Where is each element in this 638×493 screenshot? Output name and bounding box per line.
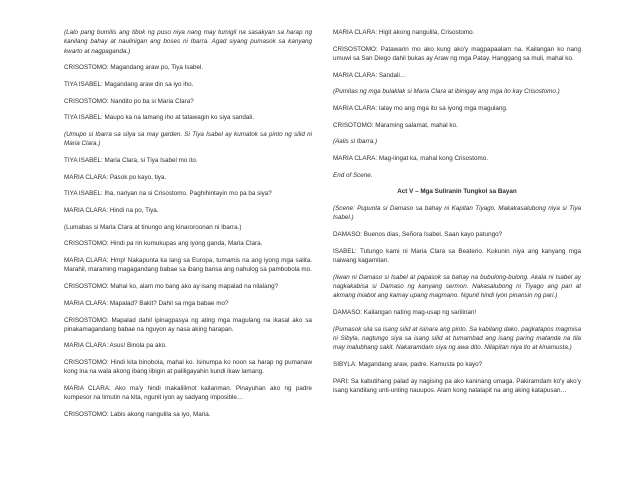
dialogue-line: MARIA CLARA: Sandali… — [333, 71, 407, 79]
stage-direction: (Umupo si Ibarra sa silya sa may garden. Si Tiya Isabel ay kumatok sa pinto ng silid ni Maria Clara.) — [64, 131, 312, 148]
dialogue-line: ISABEL: Tutungo kami ni Maria Clara sa Beaterio. Kukunin niya ang kanyang mga naiwang kagamitan. — [333, 247, 581, 265]
scene-description: (Scene: Pupunta si Damaso sa bahay ni Kapitan Tiyago. Makakasalubong niya si Tiya Isabel.) — [333, 205, 581, 222]
dialogue-line: MARIA CLARA: Ako ma'y hindi makalilimot kailanman. Pinayuhan ako ng padre kumpesor na limutin na kita, ngunit iyon ay sadyang imposible… — [64, 385, 312, 402]
dialogue-line: PARI: Sa kabutihang palad ay nagising pa ako kaninang umaga. Pakiramdam ko'y ako'y isang kandilang unti-unting nauupos. Alam kong nalalapit na ang aking katapusan… — [333, 377, 581, 395]
stage-direction: (Pumitas ng mga bulaklak si Maria Clara at ibinigay ang mga ito kay Crisostomo.) — [333, 88, 560, 96]
dialogue-line: CRISOSTOMO: Hindi kita binobola, mahal ko. Isinumpa ko noon sa harap ng pumanaw kong ina na wala akong ibang iibigin at paliligayahin kundi ikaw lamang. — [64, 359, 312, 376]
dialogue-line: CRISOSTOMO: Mapalad dahil ipinagpasya ng ating mga magulang na ikasal ako sa pinakamagandang babae na nguyon ay nasa aking harapan. — [64, 316, 312, 333]
stage-direction: (Pumasok sila sa isang silid at isinara ang pinto. Sa kabilang dako, pagkatapos magmisa ni Sibyla, nagtungo siya sa isang silid at tumambad ang isang paring matanda na tila may malubhang sakit. Nakaramdam siya ng awa dito. Nilapitan niya ito at kinamusta.) — [333, 325, 581, 352]
stage-direction: (Lalo pang bumilis ang tibok ng puso niya nang may tumigil na sasakyan sa harap ng kanilang bahay at naulinigan ang boses ni Ibarra. Agad siyang pumasok sa kanyang kwarto at nagpaganda.) — [64, 29, 312, 55]
dialogue-line: CRISOSTOMO: Nandito po ba si Maria Clara? — [64, 97, 194, 105]
dialogue-line: MARIA CLARA: Mapalad? Bakit? Dahil sa mga babae mo? — [64, 299, 229, 307]
dialogue-line: CRISOSTOMO: Patawarin mo ako kung ako'y magpapaalam na. Kailangan ko nang umuwi sa San Diego dahil bukas ay Araw ng mga Patay. Hanggang sa muli, mahal ko. — [333, 45, 581, 62]
end-of-scene-note: End of Scene. — [333, 171, 373, 179]
dialogue-line: CRISOSTOMO: Magandang araw po, Tiya Isabel. — [64, 64, 204, 72]
dialogue-line: MARIA CLARA: Ialay mo ang mga ito sa iyong mga magulang. — [333, 105, 508, 113]
dialogue-line: DAMASO: Buenos dias, Señora Isabel. Saan kayo patungo? — [333, 231, 503, 239]
dialogue-line: MARIA CLARA: Mag-iingat ka, mahal kong Crisostomo. — [333, 155, 489, 163]
dialogue-line: CRISOSTOMO: Mahal ko, alam mo bang ako ay isang mapalad na nilalang? — [64, 283, 279, 291]
dialogue-line: CRISOSTOMO: Labis akong nangulila sa iyo, Maria. — [64, 411, 211, 419]
dialogue-line: TIYA ISABEL: Iha, nariyan na si Crisostomo. Paghihintayin mo pa ba siya? — [64, 190, 272, 198]
dialogue-line: DAMASO: Kailangan nating mag-usap ng sarilinan! — [333, 309, 477, 317]
left-column — [64, 28, 312, 427]
dialogue-line: MARIA CLARA: Hindi na po, Tiya. — [64, 207, 159, 215]
stage-direction: (Lumabas si Maria Clara at tinungo ang kinaroroonan ni Ibarra.) — [64, 223, 242, 231]
dialogue-line: MARIA CLARA: Asus! Binola pa ako. — [64, 342, 167, 350]
act-heading: Act V – Mga Suliranin Tungkol sa Bayan — [397, 188, 517, 196]
right-column — [333, 28, 581, 403]
dialogue-line: TIYA ISABEL: Magandang araw din sa iyo iho. — [64, 80, 194, 88]
dialogue-line: MARIA CLARA: Hmp! Nakapunta ka lang sa Europa, tumamis na ang iyong mga salita. Marahil, maraming magagandang babae sa ibang bansa ang nahulog sa pambobola mo. — [64, 257, 312, 274]
dialogue-line: MARIA CLARA: Higit akong nangulila, Crisostomo. — [333, 29, 475, 36]
dialogue-line: CRISOSTOMO: Hindi pa rin kumukupas ang iyong ganda, Maria Clara. — [64, 240, 263, 248]
dialogue-line: TIYA ISABEL: Maria Clara, si Tiya Isabel mo ito. — [64, 157, 198, 165]
dialogue-line: SIBYLA: Magandang araw, padre. Kamusta po kayo? — [333, 361, 483, 369]
dialogue-line: MARIA CLARA: Pasok po kayo, tiya. — [64, 173, 167, 181]
stage-direction: (Iiwan ni Damaso si Isabel at papasok sa bahay na bubulong-bulong. Akala ni Isabel ay nagkakabisa si Damaso ng kanyang sermon. Nakasalubong ni Tiyago ang pari at akmang iniabot ang kamay upang magmano. Ngunit hindi iyon pinansin ng pari.) — [333, 273, 581, 300]
dialogue-line: TIYA ISABEL: Maupo ka na lamang iho at tatawagin ko siya sandali. — [64, 114, 254, 122]
stage-direction: (Aalis si Ibarra.) — [333, 138, 378, 146]
dialogue-line: CRISOTOMO: Maraming salamat, mahal ko. — [333, 121, 458, 129]
